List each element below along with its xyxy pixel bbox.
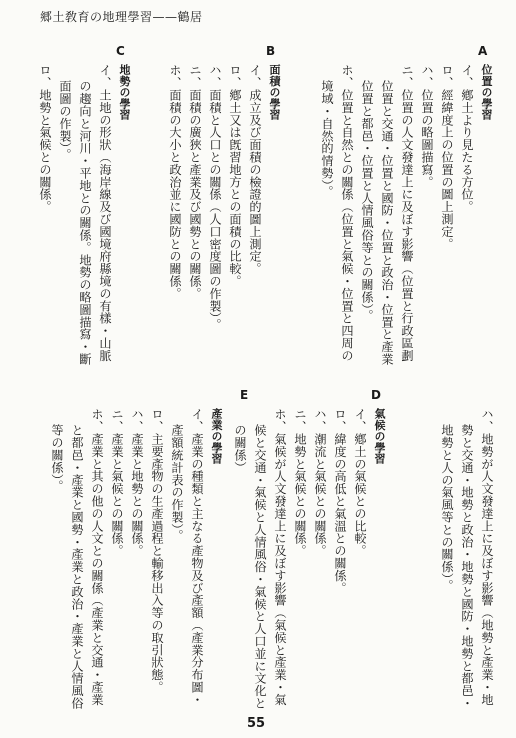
- section-d-heading: 氣候の學習: [373, 408, 386, 464]
- section-c-label: C: [116, 44, 125, 58]
- a-line-3: ハ、位置の略圖描寫。: [420, 64, 434, 188]
- b-line-5: ホ、面積の大小と政治並に國防との關係。: [168, 64, 182, 300]
- a-line-6: 位置と都邑・位置と人情風俗等との關係）。: [360, 80, 374, 322]
- section-a-heading: 位置の學習: [480, 64, 493, 120]
- c-cont-line-1: ハ、地勢が人文發達上に及ぼす影響（地勢と產業・地: [480, 408, 494, 706]
- a-line-4: ニ、位置の人文發達上に及ぼす影響（位置と行政區劃: [400, 64, 414, 362]
- c-line-4: ロ、地勢と氣候との關係。: [38, 64, 52, 213]
- section-b-label: B: [266, 44, 276, 58]
- c-cont-line-2: 勢と交通・地勢と政治・地勢と國防・地勢と都邑・: [460, 424, 474, 710]
- section-a-label: A: [478, 44, 488, 58]
- d-line-4: ニ、地勢と氣候との關係。: [293, 408, 307, 557]
- b-line-2: ロ、鄕土又は旣習地方との面積の比較。: [228, 64, 242, 288]
- e-line-2: 產額統計表の作製）。: [170, 424, 184, 542]
- d-line-3: ハ、潮流と氣候との關係。: [313, 408, 327, 557]
- e-line-5: ニ、產業と氣候との關係。: [110, 408, 124, 557]
- b-line-1: イ、成立及び面積の檢證的圖上測定。: [248, 64, 262, 275]
- e-line-8: 等の關係）。: [50, 424, 64, 493]
- e-line-3: ロ、主要產物の生產過程と輸移出入等の取引狀態。: [150, 408, 164, 694]
- e-line-1: イ、產業の種類と主なる產物及び產額（產業分布圖・: [190, 408, 204, 706]
- a-line-5: 位置と交通・位置と國防・位置と政治・位置と產業: [380, 80, 394, 366]
- c-line-2: の趨向と河川・平地との關係。地勢の略圖描寫・斷: [78, 80, 92, 366]
- c-line-3: 面圖の作製）。: [58, 80, 72, 161]
- running-header: 郷土敎育の地理學習——鶴居: [40, 10, 203, 24]
- a-line-7: ホ、位置と自然との關係（位置と氣候・位置と四周の: [340, 64, 354, 362]
- a-line-8: 境域・自然的情勢）。: [320, 80, 334, 198]
- e-line-4: ハ、產業と地勢との關係。: [130, 408, 144, 557]
- section-e-heading: 產業の學習: [210, 408, 223, 464]
- d-line-6: 候と交通・氣候と人情風俗・氣候と人口並に文化と: [253, 424, 267, 710]
- b-line-4: ニ、面積の廣狹と產業及び國勢との關係。: [188, 64, 202, 300]
- d-line-5: ホ、氣候が人文發達上に及ぼす影響（氣候と產業・氣: [273, 408, 287, 706]
- d-line-2: ロ、緯度の高低と氣溫との關係。: [333, 408, 347, 594]
- c-cont-line-3: 地勢と人の氣風等との關係）。: [440, 424, 454, 592]
- b-line-3: ハ、面積と人口との關係（人口密度圖の作製）。: [208, 64, 222, 331]
- c-line-1: イ、土地の形狀（海岸線及び國境府縣境の有樣・山脈: [98, 64, 112, 362]
- page-number: 55: [247, 716, 266, 731]
- e-line-6: ホ、產業と其の他の人文との關係（產業と交通・產業: [90, 408, 104, 706]
- e-line-7: と都邑・產業と國勢・產業と政治・產業と人情風俗: [70, 424, 84, 710]
- a-line-1: イ、鄕土より見たる方位。: [460, 64, 474, 213]
- section-b-heading: 面積の學習: [268, 64, 281, 120]
- d-line-1: イ、鄕土の氣候との比較。: [353, 408, 367, 557]
- section-c-heading: 地勢の學習: [118, 64, 131, 120]
- a-line-2: ロ、經緯度上の位置の圖上測定。: [440, 64, 454, 250]
- d-line-7: の關係）: [233, 424, 247, 474]
- section-e-label: E: [240, 388, 249, 402]
- section-d-label: D: [371, 388, 381, 402]
